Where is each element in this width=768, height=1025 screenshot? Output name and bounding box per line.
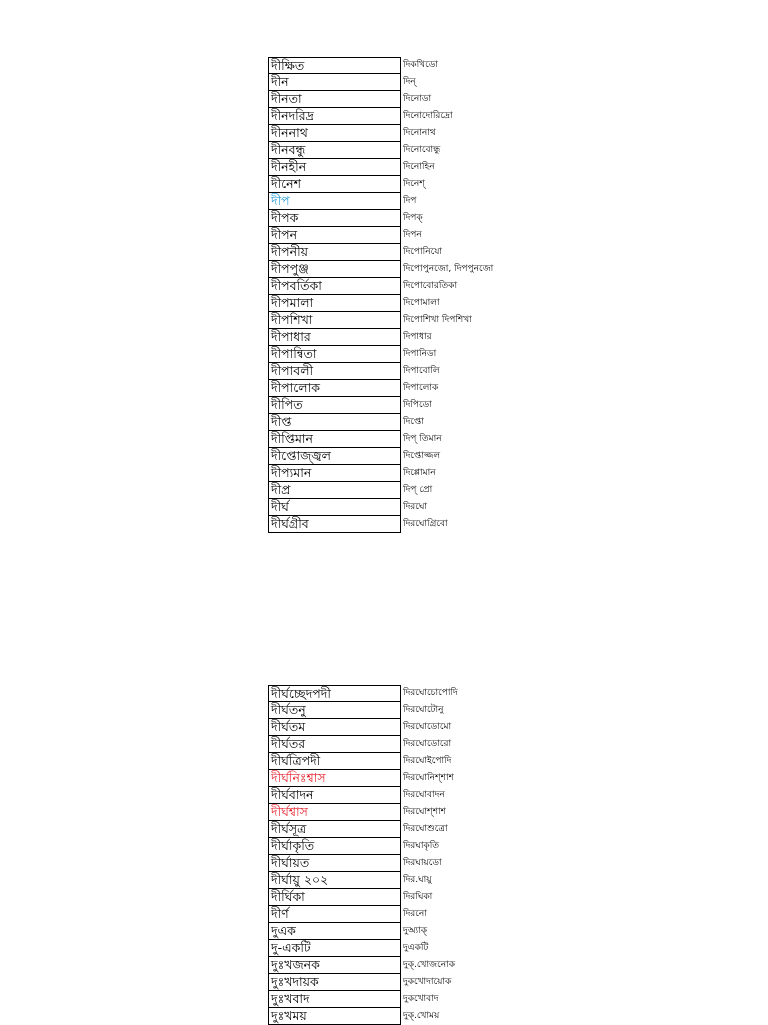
table-row [268, 923, 458, 940]
table-row [268, 753, 458, 770]
word-cell: দীর্ঘচ্ছেদপদী [268, 685, 401, 702]
table-row [268, 448, 493, 465]
pronunciation-cell: দিপোবোরতিকা [403, 281, 458, 291]
table-row [268, 889, 458, 906]
pronunciation-cell: দিরঘায়ডো [403, 858, 442, 868]
pronunciation-cell: দিরঘো [403, 502, 428, 512]
table-row [268, 431, 493, 448]
table-row [268, 482, 493, 499]
pronunciation-cell: দিরঘিকা [403, 892, 433, 902]
table-row [268, 821, 458, 838]
table-row [268, 872, 458, 889]
word-cell: দীপান্বিতা [268, 346, 401, 363]
pronunciation-cell: দিরঘাকৃতি [403, 841, 440, 851]
table-row [268, 804, 458, 821]
word-cell: দীর্ঘতর [268, 736, 401, 753]
table-row [268, 261, 493, 278]
table-row [268, 312, 493, 329]
word-cell: দীর্ঘগ্রীব [268, 516, 401, 533]
table-row [268, 414, 493, 431]
pronunciation-cell: দিপ্পোমান [403, 468, 436, 478]
word-cell: দীপাধার [268, 329, 401, 346]
pronunciation-cell: দিপালোক [403, 383, 439, 393]
table-row [268, 855, 458, 872]
pronunciation-cell: দিনোনাথ [403, 128, 436, 138]
pronunciation-cell: দিরঘোচোপোদি [403, 688, 458, 698]
word-cell: দীক্ষিত [268, 57, 401, 74]
table-row [268, 193, 493, 210]
pronunciation-cell: দুক্.খোময় [403, 1011, 440, 1021]
word-table-2 [268, 685, 458, 1025]
table-row [268, 108, 493, 125]
pronunciation-cell: দিরঘোশ্শাশ [403, 807, 446, 817]
pronunciation-cell: দুকখোবাদ [403, 994, 439, 1004]
table-row [268, 142, 493, 159]
table-row [268, 278, 493, 295]
word-cell: দীন [268, 74, 401, 91]
table-row [268, 159, 493, 176]
word-cell: দীপবর্তিকা [268, 278, 401, 295]
pronunciation-cell: দিপ্তো [403, 417, 424, 427]
table-row [268, 736, 458, 753]
word-cell: দুঃখবাদ [268, 991, 401, 1008]
table-row [268, 244, 493, 261]
word-cell: দীর্ঘবাদন [268, 787, 401, 804]
pronunciation-cell: দিপ [403, 196, 417, 206]
word-cell: দীপক [268, 210, 401, 227]
word-cell: দীপাবলী [268, 363, 401, 380]
pronunciation-cell: দিনোদোরিদ্রো [403, 111, 453, 121]
pronunciation-cell: দিপিডো [403, 400, 432, 410]
pronunciation-cell: দুএকটি [403, 943, 429, 953]
pronunciation-cell: দিপানিডা [403, 349, 437, 359]
word-cell: দীপমালা [268, 295, 401, 312]
word-cell: দীননাথ [268, 125, 401, 142]
pronunciation-cell: দিরঘোইপোদি [403, 756, 452, 766]
table-row [268, 702, 458, 719]
word-cell: দীপ্তোজ্জ্বল [268, 448, 401, 465]
table-row [268, 516, 493, 533]
table-row [268, 957, 458, 974]
table-row [268, 125, 493, 142]
word-cell: দীর্ঘতনু [268, 702, 401, 719]
table-row [268, 57, 493, 74]
pronunciation-cell: দিপোমালা [403, 298, 440, 308]
table-row [268, 838, 458, 855]
pronunciation-cell: দিপন [403, 230, 422, 240]
pronunciation-cell: দিপ্তোজ্জল [403, 451, 441, 461]
table-row [268, 363, 493, 380]
table-row [268, 397, 493, 414]
word-cell: দীপিত [268, 397, 401, 414]
word-cell-highlighted: দীপ [268, 193, 401, 210]
pronunciation-cell: দিনোডা [403, 94, 432, 104]
table-row [268, 176, 493, 193]
word-cell: দীর্ঘত্রিপদী [268, 753, 401, 770]
pronunciation-cell: দিরঘোনিশ্শাশ [403, 773, 454, 783]
table-row [268, 210, 493, 227]
word-cell: দীপন [268, 227, 401, 244]
pronunciation-cell: দিরঘোবাদন [403, 790, 445, 800]
table-row [268, 787, 458, 804]
word-cell: দীর্ঘাকৃতি [268, 838, 401, 855]
pronunciation-cell: দিনোহিন [403, 162, 435, 172]
word-cell: দীনদরিদ্র [268, 108, 401, 125]
pronunciation-cell: দিপক্ [403, 213, 423, 223]
word-cell: দীর্ণ [268, 906, 401, 923]
word-cell: দীর্ঘ [268, 499, 401, 516]
pronunciation-cell: দিপ্ প্রো [403, 485, 433, 495]
pronunciation-cell: দিরঘোডোরো [403, 739, 452, 749]
word-cell: দীপালোক [268, 380, 401, 397]
word-cell: দীর্ঘায়ত [268, 855, 401, 872]
word-cell: দীপ্তিমান [268, 431, 401, 448]
table-row [268, 940, 458, 957]
pronunciation-cell: দুঅ্যাক্ [403, 926, 428, 936]
word-cell: দুঃখময় [268, 1008, 401, 1025]
word-cell: দু-একটি [268, 940, 401, 957]
pronunciation-cell: দিপাবোলি [403, 366, 440, 376]
word-cell-highlighted: দীর্ঘনিঃশ্বাস [268, 770, 401, 787]
pronunciation-cell: দির.ঘায়ু [403, 875, 432, 885]
word-cell: দীপপুঞ্জ [268, 261, 401, 278]
table-row [268, 770, 458, 787]
pronunciation-cell: দিরঘোটোনু [403, 705, 444, 715]
word-cell: দুএক [268, 923, 401, 940]
table-row [268, 974, 458, 991]
word-cell: দীনহীন [268, 159, 401, 176]
table-row [268, 499, 493, 516]
pronunciation-cell: দিনোবোন্ধু [403, 145, 441, 155]
word-cell: দীনেশ [268, 176, 401, 193]
table-row [268, 380, 493, 397]
table-row [268, 906, 458, 923]
word-cell: দুঃখজনক [268, 957, 401, 974]
pronunciation-cell: দিপাধার [403, 332, 432, 342]
table-row [268, 329, 493, 346]
pronunciation-cell: দিন্ [403, 77, 416, 87]
pronunciation-cell: দিনেশ্ [403, 179, 425, 189]
table-row [268, 991, 458, 1008]
word-cell-highlighted: দীর্ঘশ্বাস [268, 804, 401, 821]
word-cell: দীপ্র [268, 482, 401, 499]
word-cell: দীর্ঘতম [268, 719, 401, 736]
word-cell: দীনতা [268, 91, 401, 108]
pronunciation-cell: দিপ্ তিমান [403, 434, 442, 444]
pronunciation-cell: দিপোশিখা দিপশিখা [403, 315, 472, 325]
table-row [268, 346, 493, 363]
table-row [268, 1008, 458, 1025]
word-cell: দুঃখদায়ক [268, 974, 401, 991]
table-row [268, 227, 493, 244]
table-row [268, 91, 493, 108]
table-row [268, 465, 493, 482]
pronunciation-cell: দুকখোদায়োক [403, 977, 452, 987]
pronunciation-cell: দিপোপুনজো, দিপপুনজো [403, 264, 494, 274]
table-row [268, 685, 458, 702]
pronunciation-cell: দিকখিডো [403, 60, 438, 70]
word-cell: দীপশিখা [268, 312, 401, 329]
word-cell: দীপ্ত [268, 414, 401, 431]
word-cell: দীর্ঘিকা [268, 889, 401, 906]
word-cell: দীর্ঘসূত্র [268, 821, 401, 838]
pronunciation-cell: দিপোনিযো [403, 247, 442, 257]
pronunciation-cell: দিরঘোশুত্রো [403, 824, 448, 834]
table-row [268, 74, 493, 91]
table-row [268, 719, 458, 736]
pronunciation-cell: দিরঘোগ্রিবো [403, 519, 448, 529]
pronunciation-cell: দিরনো [403, 909, 427, 919]
word-cell: দীপ্যমান [268, 465, 401, 482]
word-table-1 [268, 57, 493, 533]
pronunciation-cell: দুক্.খোজনোক [403, 960, 456, 970]
table-row [268, 295, 493, 312]
word-cell: দীনবন্ধু [268, 142, 401, 159]
word-cell: দীপনীয় [268, 244, 401, 261]
pronunciation-cell: দিরঘোডোমো [403, 722, 452, 732]
word-cell: দীর্ঘায়ু ২০২ [268, 872, 401, 889]
